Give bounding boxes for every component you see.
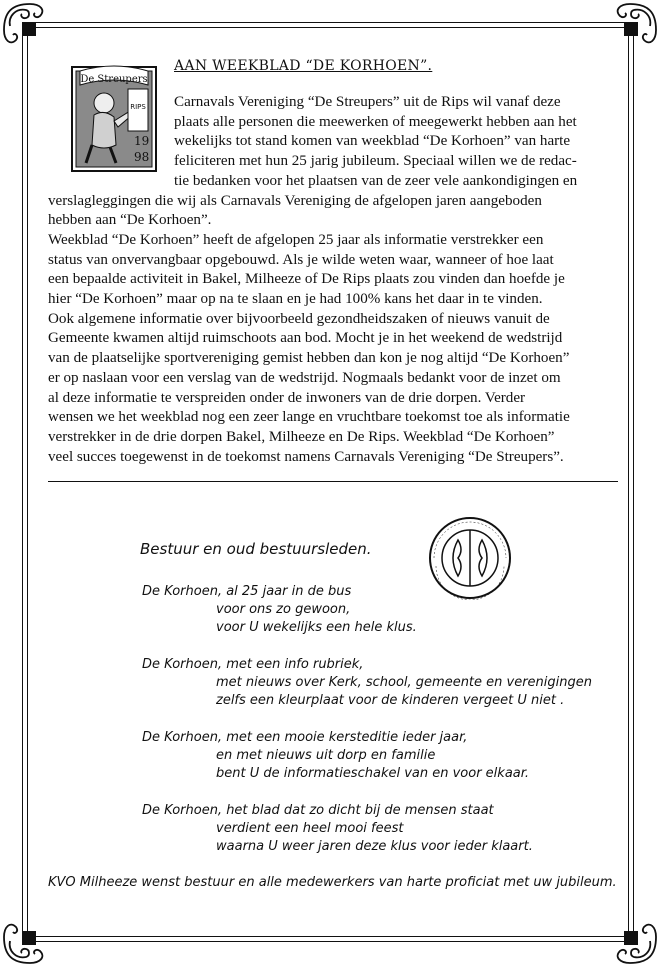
letter-line: een bepaalde activiteit in Bakel, Milheeze of De Rips plaats zou vinden dan hoefde je (48, 271, 565, 288)
closing-line: KVO Milheeze wenst bestuur en alle medewerkers van harte proficiat met uw jubileum. (48, 875, 617, 890)
svg-text:De Streupers: De Streupers (80, 74, 148, 85)
poem-line: De Korhoen, al 25 jaar in de bus (142, 584, 352, 599)
poem-line: De Korhoen, met een mooie kersteditie ieder jaar, (142, 730, 468, 745)
poem-line: zelfs een kleurplaat voor de kinderen vergeet U niet . (216, 693, 565, 708)
poem-title: Bestuur en oud bestuursleden. (140, 540, 372, 558)
poem-line: De Korhoen, met een info rubriek, (142, 657, 364, 672)
letter-line: hebben aan “De Korhoen”. (48, 212, 212, 229)
letter-line: tie bedanken voor het plaatsen van de zeer vele aankondigingen en (174, 172, 578, 189)
letter-line: Gemeente kwamen altijd ruimschoots aan bod. Mocht je in het weekend de wedstrijd (48, 330, 563, 347)
poem-line: en met nieuws uit dorp en familie (216, 748, 436, 763)
letter-line: verslagleggingen die wij als Carnavals Vereniging de afgelopen jaren aangeboden (48, 192, 542, 209)
letter-body (48, 93, 614, 467)
letter-line: status van onvervangbaar opgebouwd. Als je wilde weten waar, wanneer of hoe laat (48, 251, 554, 268)
svg-text:19: 19 (134, 134, 150, 148)
section-divider (48, 481, 618, 482)
poem-line: voor U wekelijks een hele klus. (216, 620, 417, 635)
poem-line: waarna U weer jaren deze klus voor ieder klaart. (216, 839, 533, 854)
corner-ornament-bottom-right (608, 915, 660, 967)
letter-heading: AAN WEEKBLAD “DE KORHOEN”. (174, 58, 433, 74)
poem-line: met nieuws over Kerk, school, gemeente en verenigingen (216, 675, 593, 690)
letter-line: veel succes toegewenst in de toekomst namens Carnavals Vereniging “De Streupers”. (48, 448, 564, 465)
corner-ornament-top-right (608, 0, 660, 52)
letter-line: plaats alle personen die meewerken of meegewerkt hebben aan het (174, 113, 577, 130)
letter-line: Ook algemene informatie over bijvoorbeeld gezondheidszaken of nieuws vanuit de (48, 310, 550, 327)
svg-text:RIPS: RIPS (130, 103, 146, 111)
letter-line: wekelijks tot stand komen van weekblad “De Korhoen” van harte (174, 133, 571, 150)
poem-line: verdient een heel mooi feest (216, 821, 404, 836)
svg-text:98: 98 (134, 150, 150, 164)
poem-line: De Korhoen, het blad dat zo dicht bij de mensen staat (142, 803, 494, 818)
letter-line: er op naslaan voor een verslag van de wedstrijd. Nogmaals bedankt voor de inzet om (48, 369, 561, 386)
kvo-seal-logo (428, 516, 512, 600)
letter-line: Weekblad “De Korhoen” heeft de afgelopen 25 jaar als informatie verstrekker een (48, 231, 544, 248)
poem-line: voor ons zo gewoon, (216, 602, 351, 617)
corner-ornament-bottom-left (0, 915, 52, 967)
letter-intro (48, 93, 614, 192)
letter-line: al deze informatie te verspreiden onder de inwoners van de drie dorpen. Verder (48, 389, 526, 406)
letter-line: Carnavals Vereniging “De Streupers” uit de Rips wil vanaf deze (174, 94, 561, 110)
poem-line: bent U de informatieschakel van en voor elkaar. (216, 766, 530, 781)
letter-line: feliciteren met hun 25 jarig jubileum. Speciaal willen we de redac- (174, 153, 577, 170)
letter-line: van de plaatselijke sportvereniging gemist hebben dan kon je nog altijd “De Korhoen” (48, 350, 570, 367)
letter-line: verstrekker in de drie dorpen Bakel, Milheeze en De Rips. Weekblad “De Korhoen” (48, 428, 555, 445)
letter-line: hier “De Korhoen” maar op na te slaan en je had 100% kans het daar in te vinden. (48, 291, 543, 308)
letter-line: wensen we het weekblad nog een zeer lange en vruchtbare toekomst toe als informatie (48, 409, 570, 426)
corner-ornament-top-left (0, 0, 52, 52)
